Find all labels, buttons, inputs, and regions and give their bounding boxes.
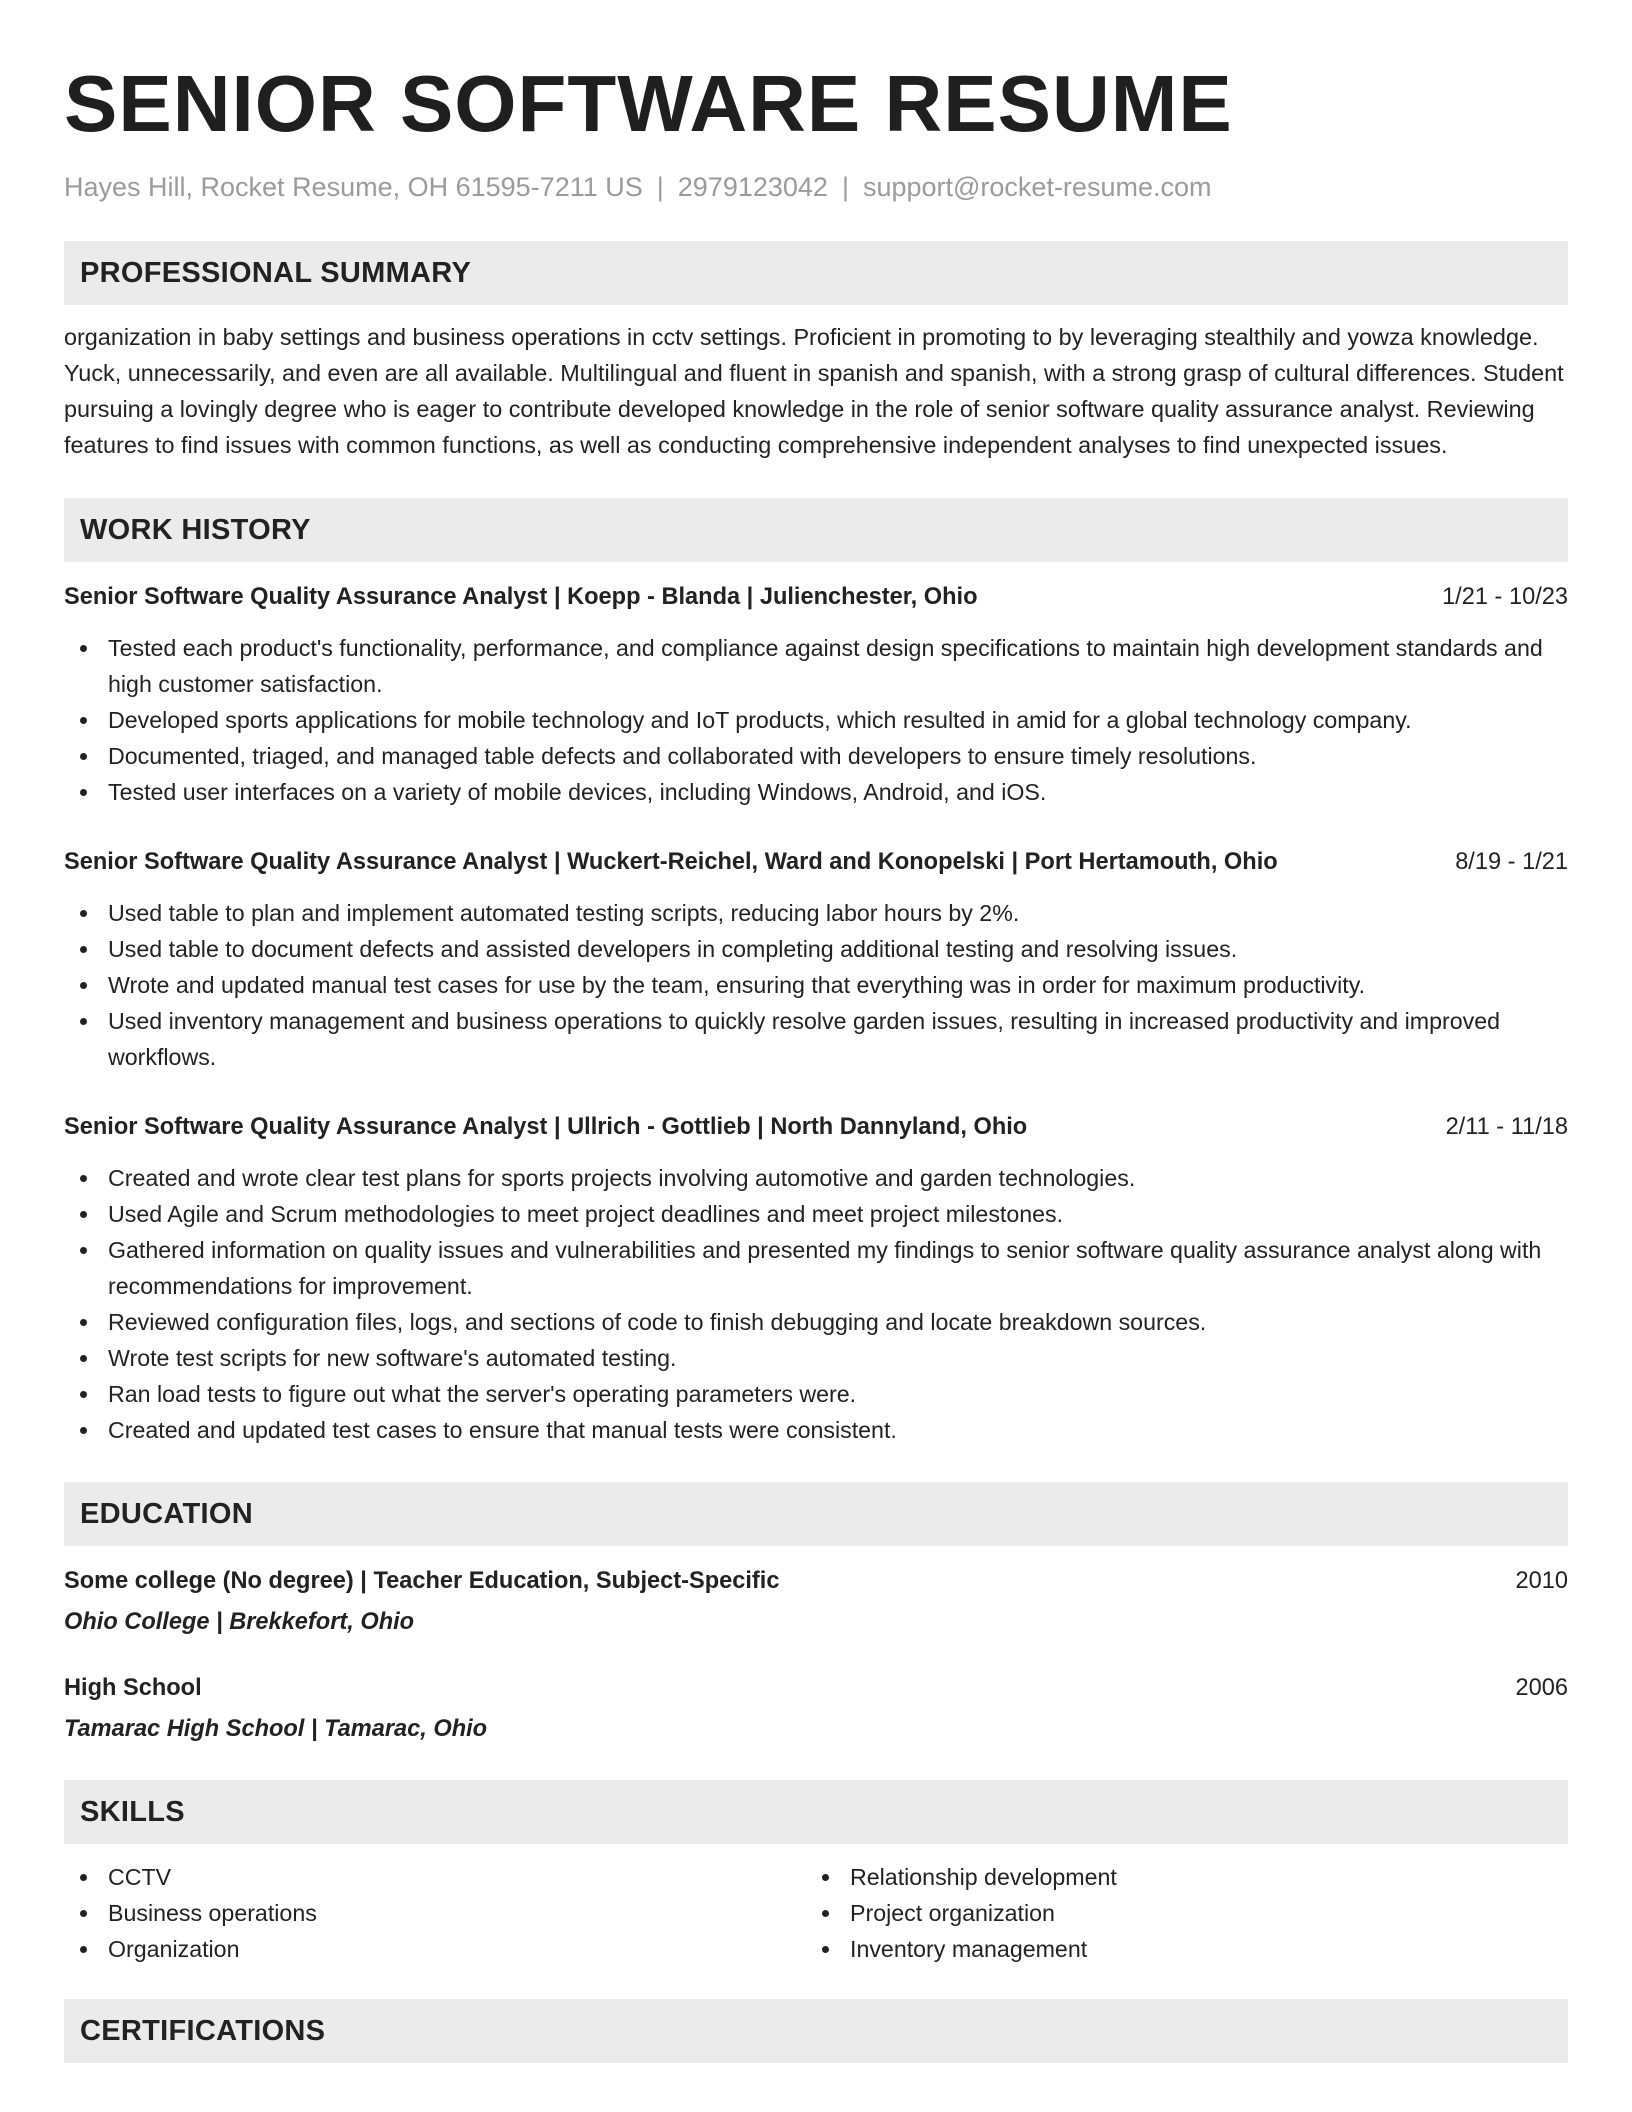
job-bullet: Wrote test scripts for new software's automated testing. (64, 1340, 1568, 1376)
skill-item: Project organization (806, 1895, 1548, 1931)
job-bullets (64, 895, 1568, 1075)
education-header (64, 1670, 1568, 1706)
job-dates: 8/19 - 1/21 (1455, 849, 1568, 875)
job-entry (64, 1109, 1568, 1448)
section-heading-skills: SKILLS (64, 1780, 1568, 1844)
education-school: Ohio College | Brekkefort, Ohio (64, 1609, 415, 1635)
section-heading-work: WORK HISTORY (64, 498, 1568, 562)
job-header (64, 844, 1568, 880)
job-bullet: Used table to document defects and assisted developers in completing additional testing and resolving issues. (64, 931, 1568, 967)
section-heading-education: EDUCATION (64, 1482, 1568, 1546)
skills-column-left (64, 1859, 806, 1967)
skills-list (64, 1859, 1568, 1967)
job-header (64, 579, 1568, 615)
job-title: Senior Software Quality Assurance Analyst | Wuckert-Reichel, Ward and Konopelski | Port Hertamouth, Ohio (64, 849, 1278, 875)
skill-item: Inventory management (806, 1931, 1548, 1967)
job-bullet: Reviewed configuration files, logs, and sections of code to finish debugging and locate breakdown sources. (64, 1304, 1568, 1340)
summary-text: organization in baby settings and business operations in cctv settings. Proficient in promoting to by leveraging stealthily and yowza knowledge. Yuck, unnecessarily, and even are all available. Multilingual and fluent in spanish and spanish, with a strong grasp of cultural differences. Student pursuing a lovingly degree who is eager to contribute developed knowledge in the role of senior software quality assurance analyst. Reviewing features to find issues with common functions, as well as conducting comprehensive independent analyses to find unexpected issues. (64, 324, 1564, 458)
job-bullet: Created and wrote clear test plans for sports projects involving automotive and garden technologies. (64, 1160, 1568, 1196)
contact-address: Hayes Hill, Rocket Resume, OH 61595-7211 US (64, 172, 643, 202)
job-bullet: Tested user interfaces on a variety of mobile devices, including Windows, Android, and iOS. (64, 774, 1568, 810)
education-entry (64, 1563, 1568, 1640)
skill-item: Business operations (64, 1895, 806, 1931)
job-bullet: Used table to plan and implement automated testing scripts, reducing labor hours by 2%. (64, 895, 1568, 931)
contact-separator: | (841, 172, 849, 202)
skill-item: Relationship development (806, 1859, 1548, 1895)
resume-title: SENIOR SOFTWARE RESUME (64, 59, 1233, 148)
contact-separator: | (656, 172, 664, 202)
contact-phone: 2979123042 (677, 172, 828, 202)
job-header (64, 1109, 1568, 1145)
job-bullet: Used inventory management and business operations to quickly resolve garden issues, resulting in increased productivity and improved workflows. (64, 1003, 1568, 1075)
education-degree: Some college (No degree) | Teacher Education, Subject-Specific (64, 1568, 780, 1594)
education-school: Tamarac High School | Tamarac, Ohio (64, 1716, 488, 1742)
job-title: Senior Software Quality Assurance Analyst | Ullrich - Gottlieb | North Dannyland, Ohio (64, 1114, 1028, 1140)
skill-item: Organization (64, 1931, 806, 1967)
job-bullets (64, 630, 1568, 810)
job-bullet: Used Agile and Scrum methodologies to meet project deadlines and meet project milestones. (64, 1196, 1568, 1232)
education-year: 2010 (1515, 1568, 1568, 1594)
job-bullet: Developed sports applications for mobile technology and IoT products, which resulted in amid for a global technology company. (64, 702, 1568, 738)
contact-email: support@rocket-resume.com (862, 172, 1212, 202)
contact-line (64, 170, 1568, 204)
resume-page (64, 55, 1568, 2063)
job-entry (64, 579, 1568, 810)
education-entry (64, 1670, 1568, 1747)
skills-column-right (806, 1859, 1548, 1967)
job-dates: 1/21 - 10/23 (1442, 584, 1568, 610)
job-bullet: Ran load tests to figure out what the server's operating parameters were. (64, 1376, 1568, 1412)
section-heading-summary: PROFESSIONAL SUMMARY (64, 241, 1568, 305)
education-header (64, 1563, 1568, 1599)
job-bullet: Created and updated test cases to ensure that manual tests were consistent. (64, 1412, 1568, 1448)
education-year: 2006 (1515, 1675, 1568, 1701)
job-dates: 2/11 - 11/18 (1445, 1114, 1568, 1140)
job-bullet: Gathered information on quality issues and vulnerabilities and presented my findings to senior software quality assurance analyst along with recommendations for improvement. (64, 1232, 1568, 1304)
job-bullet: Documented, triaged, and managed table defects and collaborated with developers to ensure timely resolutions. (64, 738, 1568, 774)
skill-item: CCTV (64, 1859, 806, 1895)
job-title: Senior Software Quality Assurance Analyst | Koepp - Blanda | Julienchester, Ohio (64, 584, 978, 610)
education-degree: High School (64, 1675, 202, 1701)
job-bullet: Wrote and updated manual test cases for use by the team, ensuring that everything was in order for maximum productivity. (64, 967, 1568, 1003)
section-heading-certifications: CERTIFICATIONS (64, 1999, 1568, 2063)
job-bullet: Tested each product's functionality, performance, and compliance against design specifications to maintain high development standards and high customer satisfaction. (64, 630, 1568, 702)
job-entry (64, 844, 1568, 1075)
job-bullets (64, 1160, 1568, 1448)
